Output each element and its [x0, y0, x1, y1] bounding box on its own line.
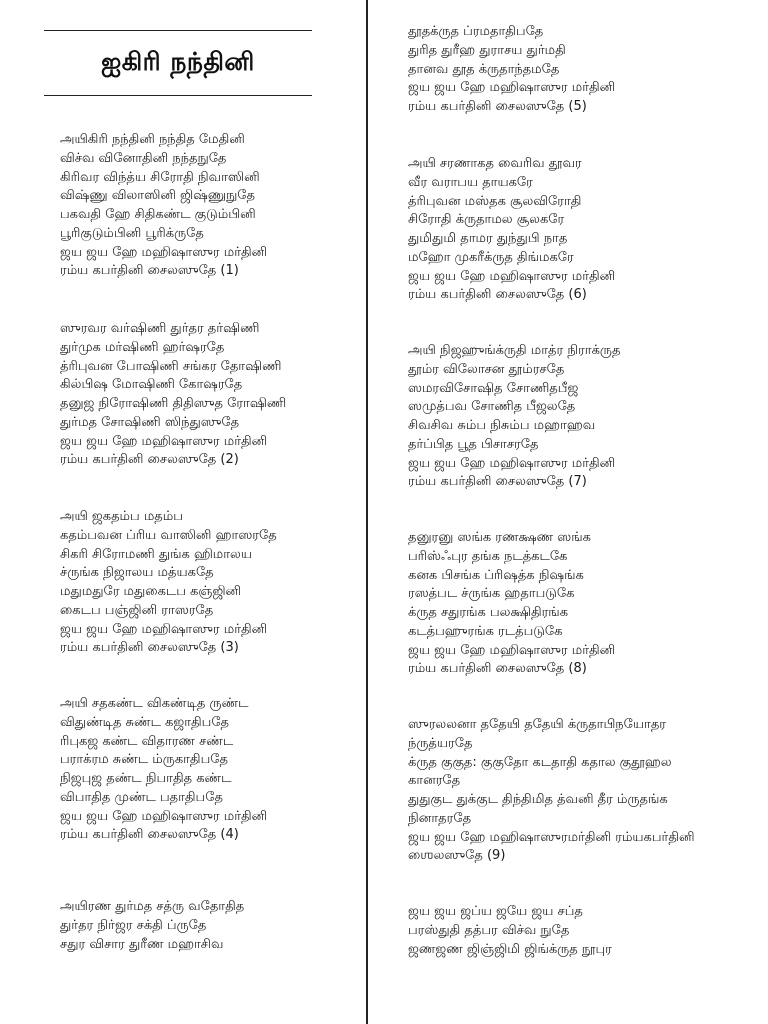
verse-line: கைடப பஞ்ஜினி ராஸரதே: [60, 602, 214, 618]
verse-line: ஜய ஜய ஹே மஹிஷாஸுர மர்தினி: [408, 455, 616, 471]
verse-line: ச்ருங்க நிஜாலய மத்யகதே: [60, 565, 214, 581]
verse-line: துர்தர நிர்ஜர சக்தி ப்ருதே: [60, 917, 207, 933]
verse-line: ரஸத்பட ச்ருங்க ஹதாபடுகே: [408, 586, 575, 602]
verse-line: அயிகிரி நந்தினி நந்தித மேதினி: [60, 132, 245, 147]
stanza-partial-left: [60, 898, 244, 954]
verse-line: ஜய ஜய ஹே மஹிஷாஸுர மர்தினி: [60, 244, 268, 260]
column-divider: [366, 0, 368, 1024]
verse-line: ஸமுத்பவ சோணித பீஜலதே: [408, 399, 576, 415]
verse-line: அயிரண துர்மத சத்ரு வதோதித: [60, 899, 245, 914]
verse-line: ரம்ய கபர்தினி சைலஸுதே (3): [60, 640, 239, 656]
verse-line: சிரோதி க்ருதாமல சூலகரே: [408, 212, 565, 228]
verse-line: ஸுரவர வர்ஷிணி துர்தர தர்ஷிணி: [60, 321, 260, 336]
verse-line: ரிபுகஜ கண்ட விதாரண சண்ட: [60, 733, 234, 749]
verse-line: மஹோ முகரீக்ருத திங்மகரே: [408, 249, 574, 265]
verse-line: ஶைலஸுதே (9): [408, 848, 506, 864]
verse-line: க்ருத சதுரங்க பலக்ஷிதிரங்க: [408, 605, 569, 620]
verse-line: பகவதி ஹே சிதிகண்ட குடும்பினி: [60, 207, 256, 222]
verse-line: ஜய ஜய ஹே மஹிஷாஸுர மர்தினி: [60, 621, 268, 637]
verse-line: நிஜபுஜ தண்ட நிபாதித கண்ட: [60, 771, 232, 786]
verse-line: விஷ்ணு விலாஸினி ஜிஷ்ணுநுதே: [60, 188, 255, 204]
stanza-partial-right: [408, 903, 612, 959]
stanza-2: [60, 320, 286, 470]
verse-line: பராக்ரம சுண்ட ம்ருகாதிபதே: [60, 752, 228, 768]
verse-line: தூதக்ருத ப்ரமதாதிபதே: [408, 24, 544, 39]
verse-line: த்ரிபுவன மஸ்தக சூலவிரோதி: [408, 193, 582, 209]
verse-line: ரம்ய கபர்தினி சைலஸுதே (1): [60, 263, 239, 279]
verse-line: ஜய ஜய ஹே மஹிஷாஸுர மர்தினி: [60, 808, 268, 824]
verse-line: ஜய ஜய ஹே மஹிஷாஸுர மர்தினி: [60, 433, 268, 449]
stanza-6: [408, 155, 615, 305]
verse-line: பரஸ்துதி தத்பர விச்வ நுதே: [408, 922, 570, 938]
verse-line: விச்வ வினோதினி நந்தநுதே: [60, 150, 227, 166]
verse-line: அயி சதகண்ட விகண்டித ருண்ட: [60, 696, 249, 711]
verse-line: பரிஸ்ஃபுர தங்க நடத்கடகே: [408, 548, 568, 564]
verse-line: தூம்ர விலோசன தூம்ரசதே: [408, 361, 565, 377]
verse-line: ரம்ய கபர்தினி சைலஸுதே (2): [60, 452, 239, 468]
verse-line: ரம்ய கபர்தினி சைலஸுதே (6): [408, 287, 587, 303]
page-title: ஐகிரி நந்தினி: [101, 46, 255, 76]
verse-line: துதுகுட துக்குட திந்திமித த்வனி தீர ம்ருதங்க: [408, 792, 668, 807]
verse-line: ஸுரலலனா ததேயி ததேயி க்ருதாபிநயோதர: [408, 717, 667, 732]
verse-line: விதுண்டித சுண்ட கஜாதிபதே: [60, 714, 230, 730]
verse-line: கானரதே: [408, 773, 461, 789]
stanza-5: [408, 23, 615, 117]
verse-line: ஜய ஜய ஹே மஹிஷாஸுரமர்தினி ரம்யகபர்தினி: [408, 829, 695, 845]
verse-line: தனுரனு ஸங்க ரணக்ஷண ஸங்க: [408, 530, 591, 545]
stanza-1: [60, 131, 267, 281]
verse-line: தனுஜ நிரோஷிணி திதிஸுத ரோஷிணி: [60, 396, 287, 411]
verse-line: கனக பிசங்க ப்ரிஷத்க நிஷங்க: [408, 567, 584, 583]
verse-line: நினாதரதே: [408, 810, 472, 826]
verse-line: ந்ருத்யரதே: [408, 735, 473, 751]
verse-line: துமிதுமி தாமர துந்துபி நாத: [408, 231, 568, 246]
verse-line: மதுமதுரே மதுகைடப கஞ்ஜினி: [60, 584, 242, 599]
verse-line: ரம்ய கபர்தினி சைலஸுதே (7): [408, 474, 587, 490]
verse-line: கிரிவர விந்த்ய சிரோதி நிவாஸினி: [60, 169, 260, 185]
verse-line: ஜய ஜய ஹே மஹிஷாஸுர மர்தினி: [408, 268, 616, 284]
verse-line: விபாதித முண்ட பதாதிபதே: [60, 789, 223, 805]
verse-line: கில்பிஷ மோஷிணி கோஷரதே: [60, 377, 243, 393]
stanza-7: [408, 342, 620, 492]
verse-line: ஸமரவிசோஷித சோணிதபீஜ: [408, 380, 579, 396]
stanza-3: [60, 508, 277, 658]
verse-line: அயி சரணாகத வைரிவ தூவர: [408, 156, 582, 171]
verse-line: அயி நிஜஹுங்க்ருதி மாத்ர நிராக்ருத: [408, 343, 621, 358]
verse-line: அயி ஜகதம்ப மதம்ப: [60, 509, 183, 524]
verse-line: வீர வராபய தாயகரே: [408, 174, 533, 190]
verse-line: க்ருத குகுத: குகுதோ கடதாதி கதால குதூஹல: [408, 754, 672, 770]
verse-line: கதம்பவன ப்ரிய வாஸினி ஹாஸரதே: [60, 527, 277, 543]
stanza-4: [60, 695, 267, 845]
stanza-8: [408, 529, 615, 679]
verse-line: சிகரி சிரோமணி துங்க ஹிமாலய: [60, 546, 252, 562]
verse-line: சதுர விசார துரீண மஹாசிவ: [60, 936, 224, 952]
verse-line: ஜய ஜய ஜப்ய ஜயே ஜய சப்த: [408, 904, 583, 919]
verse-line: ரம்ய கபர்தினி சைலஸுதே (4): [60, 827, 239, 843]
verse-line: சிவசிவ சும்ப நிசும்ப மஹாஹவ: [408, 418, 596, 433]
verse-line: ஜணஜண ஜிஞ்ஜிமி ஜிங்க்ருத நூபுர: [408, 941, 612, 957]
verse-line: பூரிகுடும்பினி பூரிக்ருதே: [60, 225, 204, 241]
title-box: [44, 30, 312, 96]
verse-line: ரம்ய கபர்தினி சைலஸுதே (5): [408, 99, 587, 114]
verse-line: ஜய ஜய ஹே மஹிஷாஸுர மர்தினி: [408, 80, 616, 96]
verse-line: த்ரிபுவன போஷிணி சங்கர தோஷிணி: [60, 358, 282, 374]
stanza-9: [408, 716, 695, 866]
verse-line: துர்முக மர்ஷிணி ஹர்ஷரதே: [60, 339, 225, 355]
verse-line: தானவ தூத க்ருதாந்தமதே: [408, 61, 560, 77]
verse-line: துர்மத சோஷிணி ஸிந்துஸுதே: [60, 414, 240, 430]
verse-line: தர்ப்பித பூத பிசாசரதே: [408, 436, 539, 452]
verse-line: கடத்பஹுரங்க ரடத்படுகே: [408, 623, 563, 639]
verse-line: ஜய ஜய ஹே மஹிஷாஸுர மர்தினி: [408, 642, 616, 658]
verse-line: ரம்ய கபர்தினி சைலஸுதே (8): [408, 661, 587, 677]
verse-line: துரித துரீஹ துராசய துர்மதி: [408, 42, 566, 58]
